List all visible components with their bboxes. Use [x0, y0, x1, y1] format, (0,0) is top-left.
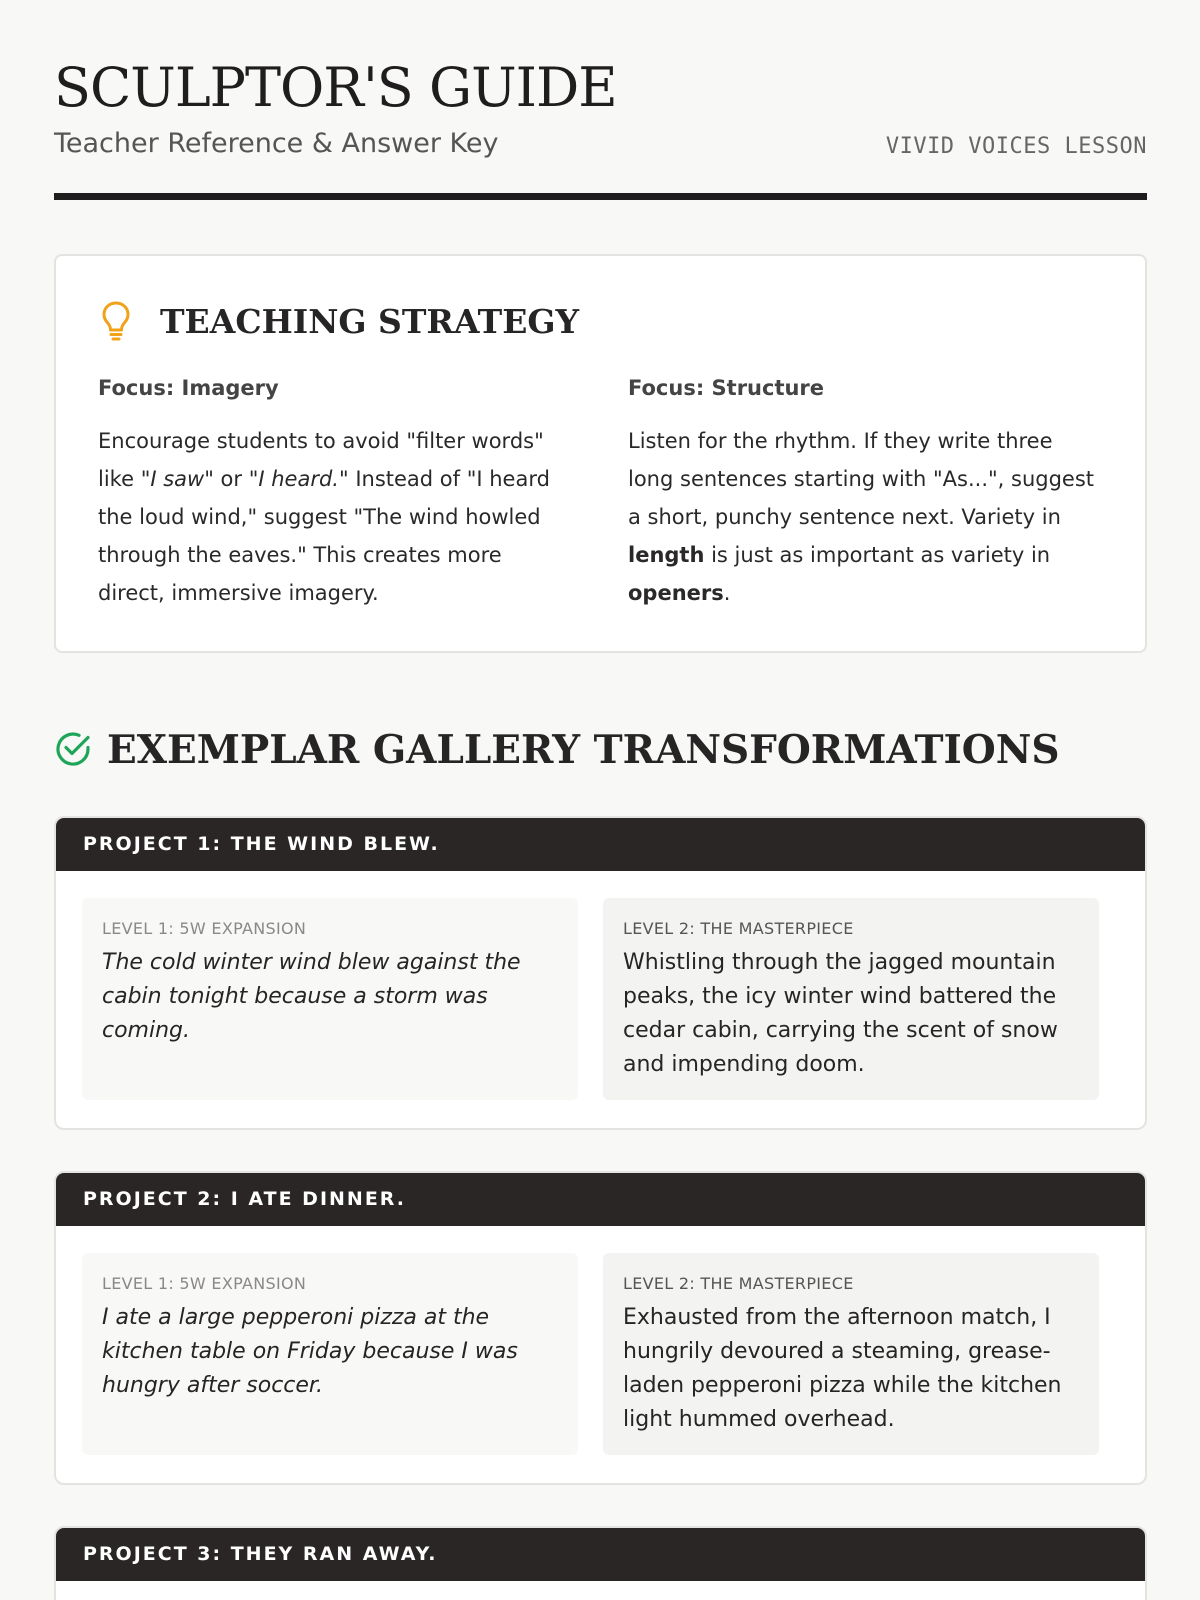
page: [54, 0, 1147, 1565]
project-title: PROJECT 2: I ATE DINNER.: [56, 1173, 1145, 1226]
level-1-box: [82, 898, 578, 1100]
focus-imagery-heading: Focus: Imagery: [98, 376, 279, 400]
level-2-sentence: Whistling through the jagged mountain peaks, the icy winter wind battered the cedar cabin, carrying the scent of snow and impending doom.: [623, 950, 1058, 1077]
level-1-box: [82, 1253, 578, 1455]
focus-structure-column: [628, 374, 1098, 612]
gallery-title: EXEMPLAR GALLERY TRANSFORMATIONS: [107, 727, 1060, 773]
focus-imagery-text: Encourage students to avoid "filter words" like "I saw" or "I heard." Instead of "I heard the loud wind," suggest "The wind howled through the eaves." This creates more direct, immersive imagery.: [98, 429, 550, 605]
emphasis-length: length: [628, 543, 705, 567]
header-divider: [54, 193, 1147, 200]
focus-structure-heading: Focus: Structure: [628, 376, 825, 400]
lightbulb-icon: [100, 300, 132, 342]
level-2-box: [603, 1253, 1099, 1455]
level-1-sentence: The cold winter wind blew against the cabin tonight because a storm was coming.: [102, 950, 521, 1043]
lesson-tag: VIVID VOICES LESSON: [885, 134, 1147, 159]
check-circle-icon: [54, 730, 92, 768]
focus-imagery-column: [98, 374, 568, 612]
level-1-label: LEVEL 1: 5W EXPANSION: [102, 1274, 307, 1293]
project-card: [54, 1526, 1147, 1600]
level-1-label: LEVEL 1: 5W EXPANSION: [102, 919, 307, 938]
page-subtitle: Teacher Reference & Answer Key: [54, 128, 499, 159]
project-title: PROJECT 1: THE WIND BLEW.: [56, 818, 1145, 871]
focus-structure-text: Listen for the rhythm. If they write three long sentences starting with "As...", suggest a short, punchy sentence next. Variety in length is just as important as variety in openers.: [628, 429, 1095, 605]
emphasis-openers: openers: [628, 581, 724, 605]
strategy-title: TEACHING STRATEGY: [160, 302, 580, 341]
level-1-sentence: I ate a large pepperoni pizza at the kitchen table on Friday because I was hungry after soccer.: [102, 1305, 518, 1398]
page-header: [54, 0, 1147, 200]
level-2-sentence: Exhausted from the afternoon match, I hungrily devoured a steaming, grease-laden pepperoni pizza while the kitchen light hummed overhead.: [623, 1305, 1062, 1432]
project-title: PROJECT 3: THEY RAN AWAY.: [56, 1528, 1145, 1581]
level-2-box: [603, 898, 1099, 1100]
filter-word-saw: "I saw": [140, 467, 214, 491]
level-2-label: LEVEL 2: THE MASTERPIECE: [623, 919, 854, 938]
level-2-label: LEVEL 2: THE MASTERPIECE: [623, 1274, 854, 1293]
project-card: [54, 816, 1147, 1130]
project-card: [54, 1171, 1147, 1485]
page-title: SCULPTOR'S GUIDE: [54, 56, 617, 119]
filter-word-heard: "I heard.": [248, 467, 349, 491]
teaching-strategy-card: [54, 254, 1147, 653]
